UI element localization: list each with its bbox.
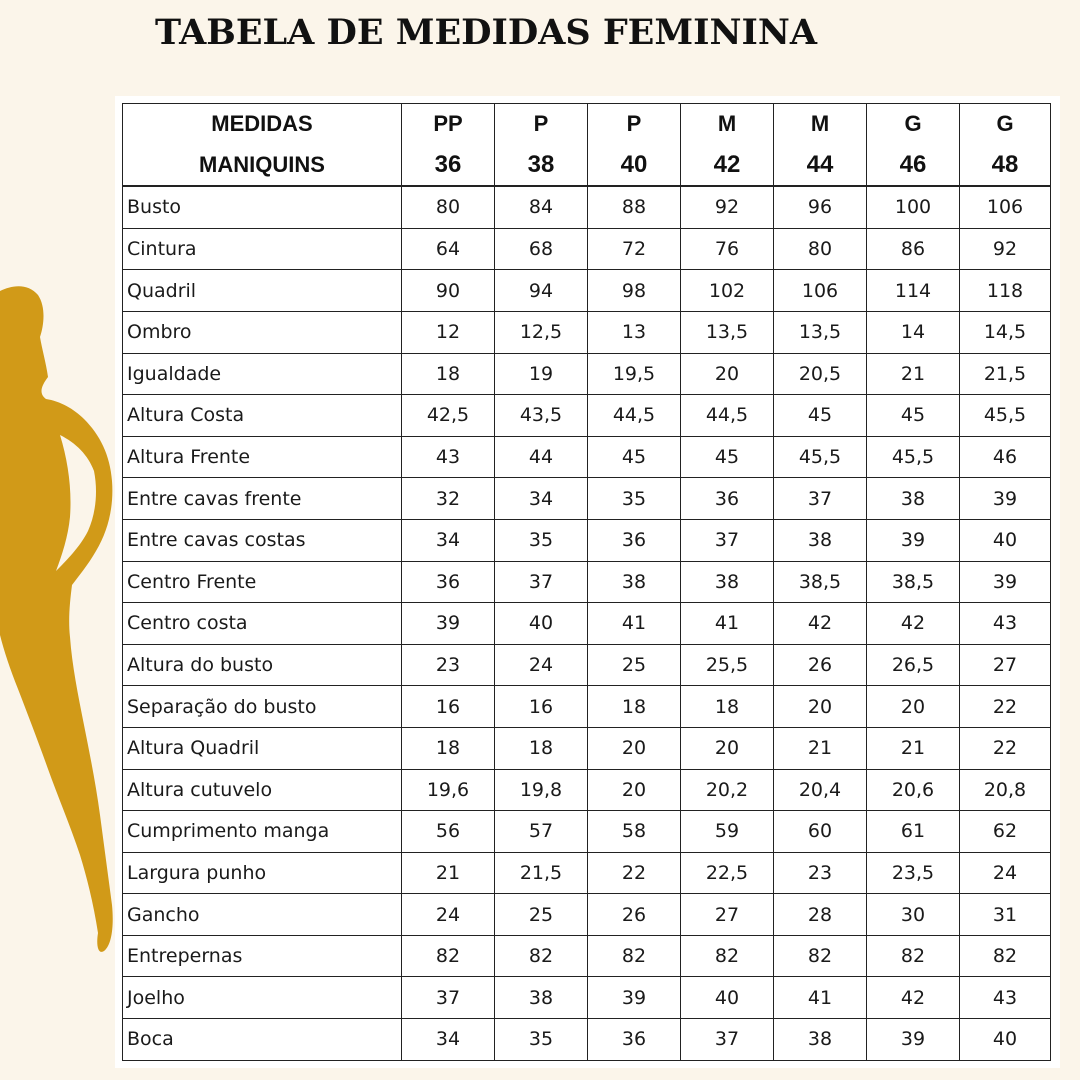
measurement-value: 36 bbox=[681, 478, 774, 520]
mannequin-number: 36 bbox=[402, 145, 495, 187]
measurement-value: 94 bbox=[495, 270, 588, 312]
measurement-value: 20 bbox=[588, 727, 681, 769]
measurement-value: 42 bbox=[774, 603, 867, 645]
measurement-label: Ombro bbox=[123, 311, 402, 353]
measurement-label: Altura Frente bbox=[123, 436, 402, 478]
size-label: M bbox=[681, 104, 774, 145]
measurement-value: 84 bbox=[495, 186, 588, 228]
measurement-value: 28 bbox=[774, 894, 867, 936]
measurement-value: 46 bbox=[960, 436, 1051, 478]
measurement-value: 62 bbox=[960, 811, 1051, 853]
measurement-value: 26 bbox=[774, 644, 867, 686]
measurement-value: 36 bbox=[588, 1019, 681, 1061]
measurement-value: 32 bbox=[402, 478, 495, 520]
measurement-value: 106 bbox=[960, 186, 1051, 228]
measurement-value: 39 bbox=[402, 603, 495, 645]
measurement-value: 21 bbox=[774, 727, 867, 769]
measurement-value: 76 bbox=[681, 228, 774, 270]
table-row bbox=[123, 727, 1051, 769]
measurement-value: 21 bbox=[867, 353, 960, 395]
measurement-value: 38,5 bbox=[867, 561, 960, 603]
measurement-value: 39 bbox=[960, 478, 1051, 520]
measurement-value: 36 bbox=[402, 561, 495, 603]
measurement-value: 80 bbox=[774, 228, 867, 270]
size-label: M bbox=[774, 104, 867, 145]
measurement-value: 37 bbox=[774, 478, 867, 520]
mannequin-number: 46 bbox=[867, 145, 960, 187]
measurement-label: Boca bbox=[123, 1019, 402, 1061]
measurement-value: 82 bbox=[588, 935, 681, 977]
table-row bbox=[123, 1019, 1051, 1061]
measurement-label: Joelho bbox=[123, 977, 402, 1019]
measurement-value: 44 bbox=[495, 436, 588, 478]
table-row bbox=[123, 395, 1051, 437]
measurement-value: 106 bbox=[774, 270, 867, 312]
measurement-value: 38 bbox=[867, 478, 960, 520]
measurement-value: 45 bbox=[867, 395, 960, 437]
measurement-label: Busto bbox=[123, 186, 402, 228]
measurement-label: Entre cavas frente bbox=[123, 478, 402, 520]
measurement-label: Quadril bbox=[123, 270, 402, 312]
measurement-value: 36 bbox=[588, 519, 681, 561]
measurement-value: 45,5 bbox=[867, 436, 960, 478]
measurement-label: Entre cavas costas bbox=[123, 519, 402, 561]
table-row bbox=[123, 977, 1051, 1019]
measurement-value: 24 bbox=[402, 894, 495, 936]
table-row bbox=[123, 935, 1051, 977]
measurement-value: 13,5 bbox=[774, 311, 867, 353]
mannequin-header-row bbox=[123, 145, 1051, 187]
table-row bbox=[123, 436, 1051, 478]
measurement-value: 45,5 bbox=[774, 436, 867, 478]
measurement-value: 19,8 bbox=[495, 769, 588, 811]
measurement-value: 12 bbox=[402, 311, 495, 353]
measurement-label: Igualdade bbox=[123, 353, 402, 395]
table-row bbox=[123, 894, 1051, 936]
measurement-value: 42 bbox=[867, 603, 960, 645]
measurement-value: 64 bbox=[402, 228, 495, 270]
measurement-value: 118 bbox=[960, 270, 1051, 312]
measurement-value: 45 bbox=[588, 436, 681, 478]
measurement-value: 20 bbox=[681, 353, 774, 395]
size-header-label: MEDIDAS bbox=[123, 104, 402, 145]
measurement-value: 39 bbox=[960, 561, 1051, 603]
mannequin-number: 42 bbox=[681, 145, 774, 187]
measurement-value: 59 bbox=[681, 811, 774, 853]
measurement-value: 42,5 bbox=[402, 395, 495, 437]
measurements-table bbox=[122, 103, 1051, 1061]
measurement-value: 37 bbox=[402, 977, 495, 1019]
measurement-value: 24 bbox=[495, 644, 588, 686]
mannequin-header-label: MANIQUINS bbox=[123, 145, 402, 187]
measurement-value: 21 bbox=[867, 727, 960, 769]
measurement-value: 41 bbox=[681, 603, 774, 645]
measurement-label: Altura Quadril bbox=[123, 727, 402, 769]
measurement-value: 82 bbox=[960, 935, 1051, 977]
measurement-value: 44,5 bbox=[681, 395, 774, 437]
table-row bbox=[123, 353, 1051, 395]
measurement-label: Centro Frente bbox=[123, 561, 402, 603]
measurement-value: 18 bbox=[588, 686, 681, 728]
measurement-value: 86 bbox=[867, 228, 960, 270]
table-row bbox=[123, 769, 1051, 811]
measurement-label: Cumprimento manga bbox=[123, 811, 402, 853]
silhouette-shape bbox=[0, 286, 113, 952]
measurement-value: 38 bbox=[774, 519, 867, 561]
table-body bbox=[123, 104, 1051, 1061]
measurement-value: 21,5 bbox=[495, 852, 588, 894]
measurement-value: 41 bbox=[588, 603, 681, 645]
measurement-value: 20,5 bbox=[774, 353, 867, 395]
measurement-value: 39 bbox=[588, 977, 681, 1019]
measurement-value: 35 bbox=[495, 519, 588, 561]
measurement-value: 43 bbox=[402, 436, 495, 478]
size-label: G bbox=[867, 104, 960, 145]
mannequin-number: 48 bbox=[960, 145, 1051, 187]
measurement-value: 30 bbox=[867, 894, 960, 936]
mannequin-number: 44 bbox=[774, 145, 867, 187]
measurement-value: 38 bbox=[495, 977, 588, 1019]
size-header-row bbox=[123, 104, 1051, 145]
measurement-value: 23 bbox=[774, 852, 867, 894]
table-row bbox=[123, 686, 1051, 728]
measurement-value: 35 bbox=[495, 1019, 588, 1061]
measurement-value: 42 bbox=[867, 977, 960, 1019]
measurement-value: 26 bbox=[588, 894, 681, 936]
measurement-value: 20,4 bbox=[774, 769, 867, 811]
size-label: P bbox=[588, 104, 681, 145]
measurement-value: 34 bbox=[402, 1019, 495, 1061]
measurement-value: 100 bbox=[867, 186, 960, 228]
table-row bbox=[123, 311, 1051, 353]
measurement-value: 37 bbox=[495, 561, 588, 603]
measurement-value: 20 bbox=[774, 686, 867, 728]
measurement-value: 20,2 bbox=[681, 769, 774, 811]
measurement-label: Largura punho bbox=[123, 852, 402, 894]
size-label: P bbox=[495, 104, 588, 145]
mannequin-number: 40 bbox=[588, 145, 681, 187]
measurement-value: 44,5 bbox=[588, 395, 681, 437]
measurement-value: 38 bbox=[681, 561, 774, 603]
measurement-value: 20 bbox=[588, 769, 681, 811]
measurement-value: 72 bbox=[588, 228, 681, 270]
measurement-value: 80 bbox=[402, 186, 495, 228]
measurement-value: 82 bbox=[867, 935, 960, 977]
measurement-value: 19 bbox=[495, 353, 588, 395]
measurement-label: Altura Costa bbox=[123, 395, 402, 437]
measurement-value: 16 bbox=[495, 686, 588, 728]
measurement-value: 43 bbox=[960, 977, 1051, 1019]
measurement-value: 40 bbox=[495, 603, 588, 645]
measurement-value: 56 bbox=[402, 811, 495, 853]
table-row bbox=[123, 811, 1051, 853]
measurement-value: 39 bbox=[867, 1019, 960, 1061]
measurement-value: 92 bbox=[681, 186, 774, 228]
measurement-value: 90 bbox=[402, 270, 495, 312]
measurement-value: 19,5 bbox=[588, 353, 681, 395]
size-label: G bbox=[960, 104, 1051, 145]
measurement-value: 22 bbox=[960, 686, 1051, 728]
measurement-value: 16 bbox=[402, 686, 495, 728]
measurement-label: Altura do busto bbox=[123, 644, 402, 686]
measurement-value: 82 bbox=[495, 935, 588, 977]
measurement-label: Altura cutuvelo bbox=[123, 769, 402, 811]
measurement-value: 22 bbox=[588, 852, 681, 894]
table-row bbox=[123, 561, 1051, 603]
measurement-value: 39 bbox=[867, 519, 960, 561]
measurement-value: 82 bbox=[681, 935, 774, 977]
table-row bbox=[123, 228, 1051, 270]
measurement-value: 43,5 bbox=[495, 395, 588, 437]
measurement-label: Entrepernas bbox=[123, 935, 402, 977]
measurement-value: 21 bbox=[402, 852, 495, 894]
measurement-value: 37 bbox=[681, 1019, 774, 1061]
measurement-value: 25 bbox=[588, 644, 681, 686]
measurement-value: 25 bbox=[495, 894, 588, 936]
table-row bbox=[123, 478, 1051, 520]
measurement-value: 40 bbox=[681, 977, 774, 1019]
measurement-value: 38 bbox=[774, 1019, 867, 1061]
measurement-value: 61 bbox=[867, 811, 960, 853]
measurement-value: 27 bbox=[681, 894, 774, 936]
measurement-value: 21,5 bbox=[960, 353, 1051, 395]
measurement-value: 40 bbox=[960, 1019, 1051, 1061]
measurement-value: 14,5 bbox=[960, 311, 1051, 353]
measurement-value: 34 bbox=[495, 478, 588, 520]
measurement-value: 20,8 bbox=[960, 769, 1051, 811]
measurement-value: 20,6 bbox=[867, 769, 960, 811]
measurement-value: 13 bbox=[588, 311, 681, 353]
measurement-value: 14 bbox=[867, 311, 960, 353]
table-row bbox=[123, 644, 1051, 686]
measurement-label: Centro costa bbox=[123, 603, 402, 645]
page-title: TABELA DE MEDIDAS FEMININA bbox=[155, 12, 817, 53]
measurement-value: 37 bbox=[681, 519, 774, 561]
measurement-value: 26,5 bbox=[867, 644, 960, 686]
measurement-value: 102 bbox=[681, 270, 774, 312]
measurement-label: Cintura bbox=[123, 228, 402, 270]
measurement-value: 43 bbox=[960, 603, 1051, 645]
measurement-value: 60 bbox=[774, 811, 867, 853]
table-row bbox=[123, 186, 1051, 228]
woman-silhouette-icon bbox=[0, 285, 120, 955]
measurement-value: 22,5 bbox=[681, 852, 774, 894]
measurement-value: 23 bbox=[402, 644, 495, 686]
measurement-value: 92 bbox=[960, 228, 1051, 270]
measurement-value: 57 bbox=[495, 811, 588, 853]
measurement-value: 34 bbox=[402, 519, 495, 561]
size-label: PP bbox=[402, 104, 495, 145]
measurement-value: 68 bbox=[495, 228, 588, 270]
measurement-value: 18 bbox=[402, 353, 495, 395]
measurement-value: 58 bbox=[588, 811, 681, 853]
measurement-label: Separação do busto bbox=[123, 686, 402, 728]
measurement-value: 40 bbox=[960, 519, 1051, 561]
measurement-value: 45,5 bbox=[960, 395, 1051, 437]
measurement-value: 41 bbox=[774, 977, 867, 1019]
measurement-value: 24 bbox=[960, 852, 1051, 894]
measurement-label: Gancho bbox=[123, 894, 402, 936]
measurement-value: 13,5 bbox=[681, 311, 774, 353]
measurement-value: 18 bbox=[402, 727, 495, 769]
table-row bbox=[123, 270, 1051, 312]
measurement-value: 20 bbox=[681, 727, 774, 769]
measurement-value: 31 bbox=[960, 894, 1051, 936]
measurement-value: 27 bbox=[960, 644, 1051, 686]
measurement-value: 19,6 bbox=[402, 769, 495, 811]
measurement-value: 45 bbox=[681, 436, 774, 478]
table-row bbox=[123, 519, 1051, 561]
measurement-value: 18 bbox=[495, 727, 588, 769]
measurement-value: 25,5 bbox=[681, 644, 774, 686]
table-row bbox=[123, 852, 1051, 894]
measurement-value: 82 bbox=[774, 935, 867, 977]
measurement-value: 38 bbox=[588, 561, 681, 603]
measurement-value: 88 bbox=[588, 186, 681, 228]
measurement-value: 12,5 bbox=[495, 311, 588, 353]
measurement-value: 96 bbox=[774, 186, 867, 228]
measurement-value: 22 bbox=[960, 727, 1051, 769]
table-row bbox=[123, 603, 1051, 645]
measurement-value: 23,5 bbox=[867, 852, 960, 894]
mannequin-number: 38 bbox=[495, 145, 588, 187]
measurement-value: 38,5 bbox=[774, 561, 867, 603]
measurement-value: 45 bbox=[774, 395, 867, 437]
measurement-value: 35 bbox=[588, 478, 681, 520]
measurement-value: 82 bbox=[402, 935, 495, 977]
measurement-value: 98 bbox=[588, 270, 681, 312]
measurement-value: 114 bbox=[867, 270, 960, 312]
measurement-value: 18 bbox=[681, 686, 774, 728]
measurement-value: 20 bbox=[867, 686, 960, 728]
